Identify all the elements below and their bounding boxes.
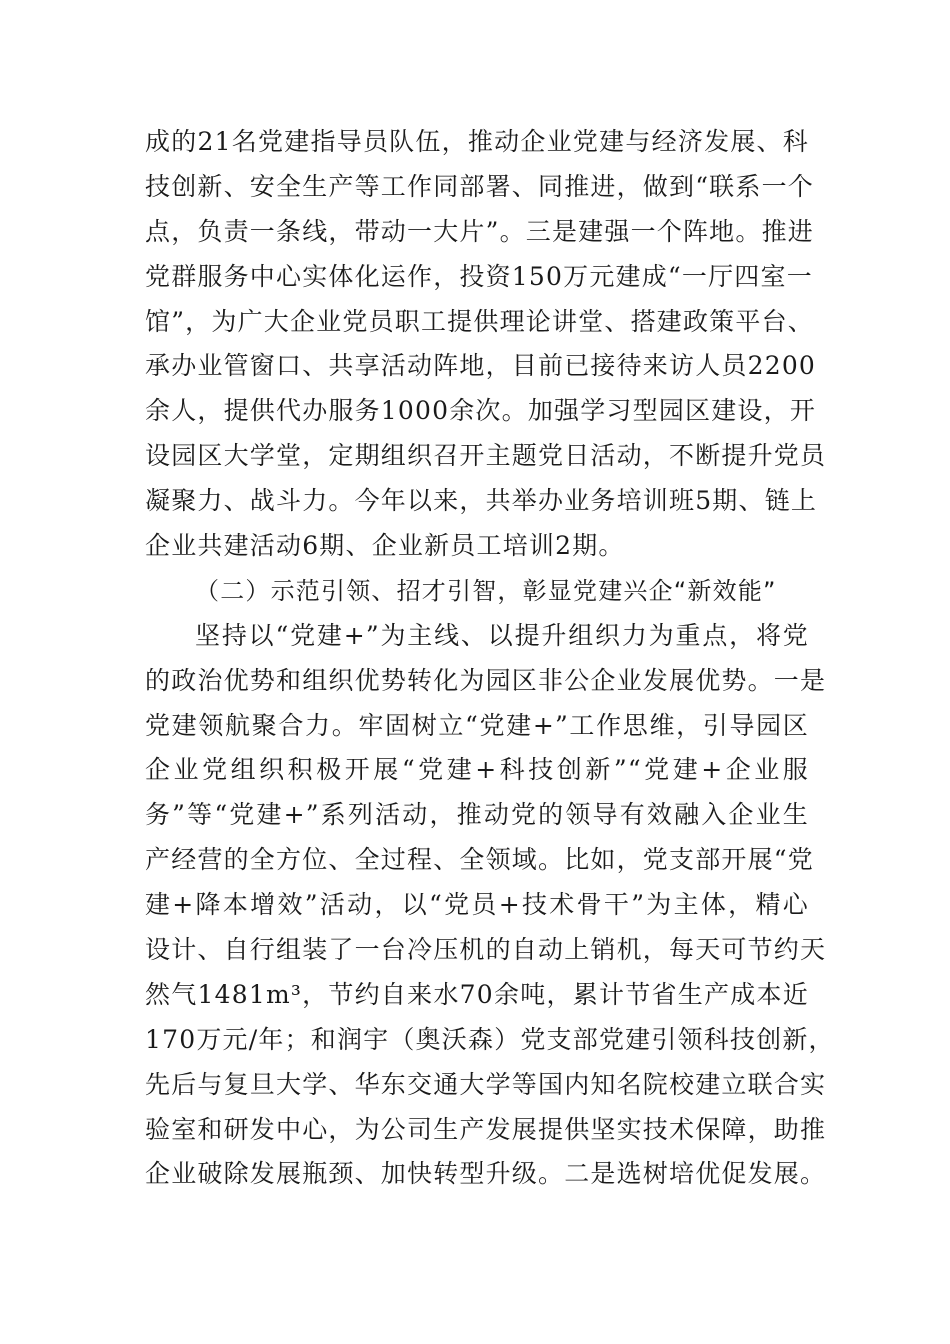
text-line: 务”等“党建+”系列活动，推动党的领导有效融入企业生	[145, 800, 809, 830]
text-line: 170万元/年；和润宇（奥沃森）党支部党建引领科技创新，	[145, 1024, 835, 1054]
text-line: 建+降本增效”活动，以“党员+技术骨干”为主体，精心	[145, 890, 809, 920]
text-line: 然气1481m³，节约自来水70余吨，累计节省生产成本近	[145, 979, 809, 1009]
text-line: 企业党组织积极开展“党建+科技创新”“党建+企业服	[145, 755, 809, 785]
text-line: 成的21名党建指导员队伍，推动企业党建与经济发展、科	[145, 127, 809, 156]
text-line: 企业共建活动6期、企业新员工培训2期。	[145, 531, 625, 561]
text-line: 先后与复旦大学、华东交通大学等国内知名院校建立联合实	[145, 1069, 827, 1099]
text-line: 凝聚力、战斗力。今年以来，共举办业务培训班5期、链上	[145, 486, 818, 516]
text-line: 的政治优势和组织优势转化为园区非公企业发展优势。一是	[145, 665, 827, 695]
text-line: 产经营的全方位、全过程、全领域。比如，党支部开展“党	[145, 845, 814, 875]
section-heading: （二）示范引领、招才引智，彰显党建兴企“新效能”	[195, 576, 777, 605]
paragraph-party-building-team	[145, 120, 827, 569]
text-line: 坚持以“党建+”为主线、以提升组织力为重点，将党	[195, 620, 809, 650]
text-line: 承办业管窗口、共享活动阵地，目前已接待来访人员2200	[145, 351, 817, 381]
text-line: 企业破除发展瓶颈、加快转型升级。二是选树培优促发展。	[145, 1159, 827, 1189]
text-line: 技创新、安全生产等工作同部署、同推进，做到“联系一个	[145, 171, 814, 201]
text-line: 馆”，为广大企业党员职工提供理论讲堂、搭建政策平台、	[145, 306, 814, 336]
text-line: 党群服务中心实体化运作，投资150万元建成“一厅四室一	[145, 261, 813, 291]
text-line: 党建领航聚合力。牢固树立“党建+”工作思维，引导园区	[145, 710, 809, 740]
text-line: 余人，提供代办服务1000余次。加强学习型园区建设，开	[145, 396, 817, 426]
text-line: 设计、自行组装了一台冷压机的自动上销机，每天可节约天	[145, 935, 827, 965]
text-line: 验室和研发中心，为公司生产发展提供坚实技术保障，助推	[145, 1114, 827, 1144]
text-line: 点，负责一条线，带动一大片”。三是建强一个阵地。推进	[145, 216, 814, 246]
text-line: 设园区大学堂，定期组织召开主题党日活动，不断提升党员	[145, 441, 827, 471]
document-body	[145, 120, 835, 1197]
paragraph-demonstration-leadership	[145, 614, 835, 1198]
